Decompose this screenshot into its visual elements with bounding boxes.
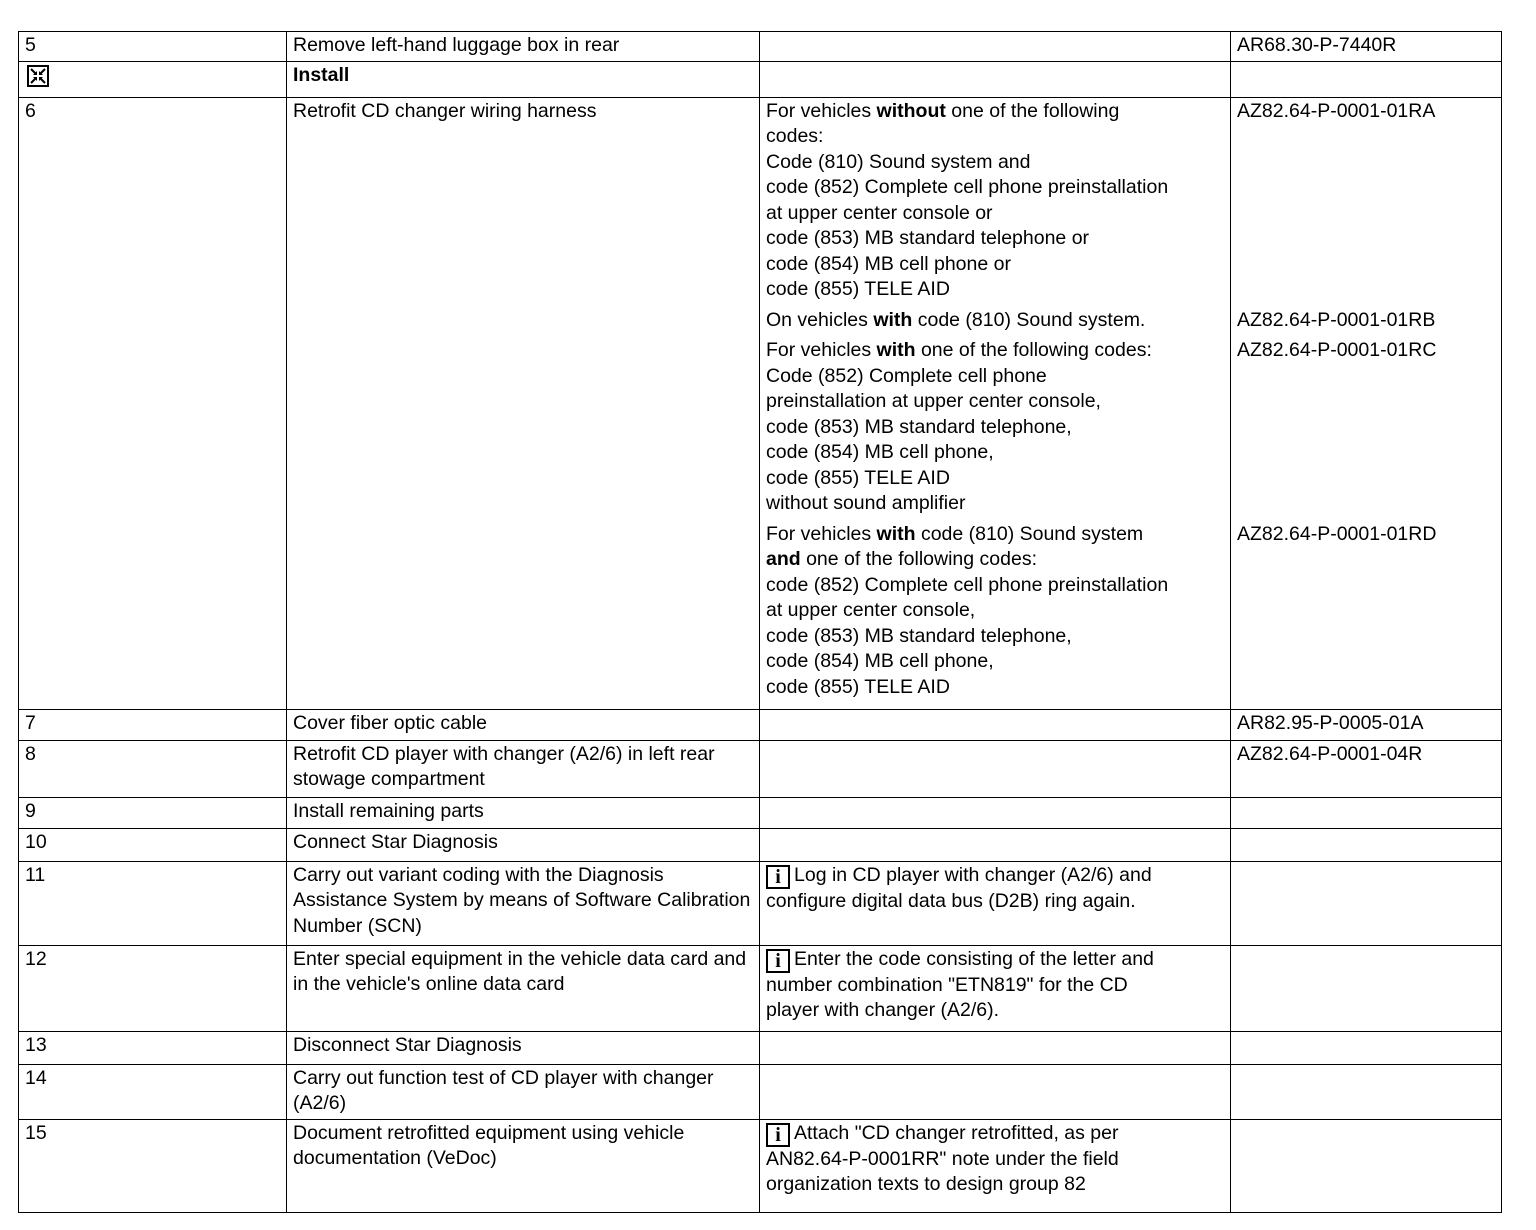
- operation-text: Document retrofitted equipment using vehicle documentation (VeDoc): [293, 1121, 685, 1169]
- note-line: Code (852) Complete cell phone: [766, 364, 1047, 387]
- notes-cell: [760, 709, 1231, 740]
- reference-cell: [1231, 1064, 1502, 1119]
- emphasis-text: with: [873, 308, 913, 331]
- notes-cell: [760, 740, 1231, 797]
- note-block: [766, 308, 1224, 334]
- step-number: 9: [25, 799, 36, 822]
- note-line: at upper center console or: [766, 201, 993, 224]
- table-row: [19, 32, 1502, 62]
- table-row: [19, 740, 1502, 797]
- reference-cell: [1231, 828, 1502, 861]
- work-steps-body: [19, 32, 1502, 1213]
- reference-cell: [1231, 945, 1502, 1031]
- table-row: [19, 861, 1502, 945]
- operation-cell: [287, 1064, 760, 1119]
- notes-cell: [760, 1064, 1231, 1119]
- step-number: 7: [25, 711, 36, 734]
- document-reference: AZ82.64-P-0001-01RD: [1237, 522, 1437, 545]
- reference-cell: [1231, 861, 1502, 945]
- document-reference: AZ82.64-P-0001-01RA: [1237, 99, 1436, 122]
- reference-cell: [1231, 1119, 1502, 1212]
- notes-cell: [760, 97, 1231, 709]
- note-line: On vehicles with code (810) Sound system.: [766, 308, 1146, 331]
- note-line: code (854) MB cell phone or: [766, 252, 1011, 275]
- note-line: i Attach "CD changer retrofitted, as per: [766, 1121, 1224, 1147]
- step-number: 14: [25, 1066, 47, 1089]
- operation-text: Disconnect Star Diagnosis: [293, 1033, 522, 1056]
- notes-cell: [760, 1031, 1231, 1064]
- table-row: [19, 61, 1502, 97]
- note-line: without sound amplifier: [766, 492, 966, 514]
- step-number-cell: [19, 828, 287, 861]
- note-line: Code (810) Sound system and: [766, 150, 1031, 173]
- note-line: i Log in CD player with changer (A2/6) and: [766, 863, 1224, 889]
- step-number-cell: [19, 945, 287, 1031]
- step-number-cell: [19, 1064, 287, 1119]
- step-number: 5: [25, 34, 36, 56]
- step-number: 13: [25, 1033, 47, 1056]
- work-steps-table: [18, 31, 1502, 1213]
- note-line: code (854) MB cell phone,: [766, 650, 994, 672]
- document-reference: AZ82.64-P-0001-04R: [1237, 742, 1423, 765]
- step-number: 10: [25, 830, 47, 853]
- note-line: For vehicles with code (810) Sound system: [766, 522, 1144, 545]
- note-line: code (855) TELE AID: [766, 675, 950, 698]
- notes-cell: [760, 61, 1231, 97]
- note-line: AN82.64-P-0001RR" note under the field: [766, 1147, 1119, 1170]
- step-number: 6: [25, 99, 36, 122]
- reference-cell: [1231, 797, 1502, 828]
- step-number-cell: [19, 32, 287, 62]
- document-reference: AZ82.64-P-0001-01RB: [1237, 308, 1436, 331]
- operation-text: Retrofit CD changer wiring harness: [293, 99, 597, 122]
- note-line: codes:: [766, 125, 824, 147]
- note-line: code (852) Complete cell phone preinstallation: [766, 176, 1169, 198]
- note-block: [766, 338, 1224, 517]
- operation-text: Carry out variant coding with the Diagnosis Assistance System by means of Software Calibration Number (SCN): [293, 863, 751, 937]
- table-row: [19, 709, 1502, 740]
- operation-text: Install remaining parts: [293, 799, 484, 822]
- notes-cell: [760, 828, 1231, 861]
- note-line: and one of the following codes:: [766, 548, 1037, 570]
- notes-cell: [760, 32, 1231, 62]
- document-reference: AZ82.64-P-0001-01RC: [1237, 339, 1437, 361]
- operation-cell: [287, 861, 760, 945]
- operation-text: Remove left-hand luggage box in rear: [293, 34, 620, 56]
- operation-cell: [287, 61, 760, 97]
- step-number-cell: [19, 1031, 287, 1064]
- note-line: number combination "ETN819" for the CD: [766, 973, 1128, 996]
- operation-cell: [287, 1119, 760, 1212]
- info-icon: i: [766, 865, 790, 889]
- note-line: code (853) MB standard telephone or: [766, 227, 1090, 249]
- operation-text: Carry out function test of CD player with changer (A2/6): [293, 1066, 714, 1114]
- table-row: [19, 1031, 1502, 1064]
- note-line: i Enter the code consisting of the letter and: [766, 947, 1224, 973]
- note-line: code (853) MB standard telephone,: [766, 415, 1072, 438]
- note-line: configure digital data bus (D2B) ring again.: [766, 889, 1136, 912]
- note-line: code (855) TELE AID: [766, 278, 950, 300]
- table-row: [19, 828, 1502, 861]
- step-number-cell: [19, 97, 287, 709]
- step-number-cell: [19, 61, 287, 97]
- operation-cell: [287, 740, 760, 797]
- reference-cell: [1231, 740, 1502, 797]
- note-line: preinstallation at upper center console,: [766, 390, 1101, 412]
- step-number-cell: [19, 797, 287, 828]
- note-line: code (854) MB cell phone,: [766, 441, 994, 463]
- reference-cell: [1231, 709, 1502, 740]
- notes-cell: [760, 861, 1231, 945]
- note-block: [766, 522, 1224, 701]
- emphasis-text: without: [876, 99, 946, 122]
- operation-cell: [287, 32, 760, 62]
- document-reference: AR82.95-P-0005-01A: [1237, 711, 1424, 734]
- step-number: 11: [25, 863, 46, 886]
- emphasis-text: and: [766, 548, 801, 570]
- note-block: [766, 99, 1224, 303]
- operation-cell: [287, 709, 760, 740]
- operation-text: Cover fiber optic cable: [293, 711, 488, 734]
- note-line: code (852) Complete cell phone preinstallation: [766, 573, 1169, 596]
- table-row: [19, 1064, 1502, 1119]
- note-line: organization texts to design group 82: [766, 1173, 1086, 1195]
- install-icon: [27, 65, 49, 87]
- reference-cell: [1231, 32, 1502, 62]
- operation-cell: [287, 828, 760, 861]
- operation-text: Retrofit CD player with changer (A2/6) in left rear stowage compartment: [293, 742, 715, 790]
- reference-cell: [1231, 97, 1502, 709]
- emphasis-text: with: [876, 522, 916, 545]
- info-icon: i: [766, 1123, 790, 1147]
- table-row: [19, 1119, 1502, 1212]
- operation-text: Enter special equipment in the vehicle data card and in the vehicle's online data card: [293, 947, 747, 995]
- note-line: For vehicles without one of the following: [766, 99, 1120, 122]
- operation-cell: [287, 97, 760, 709]
- note-line: at upper center console,: [766, 599, 976, 621]
- step-number-cell: [19, 709, 287, 740]
- step-number-cell: [19, 861, 287, 945]
- table-row: [19, 797, 1502, 828]
- note-block: [766, 863, 1224, 915]
- step-number-cell: [19, 1119, 287, 1212]
- document-reference: AR68.30-P-7440R: [1237, 34, 1397, 56]
- step-number: 8: [25, 742, 36, 765]
- note-line: code (853) MB standard telephone,: [766, 624, 1072, 647]
- table-row: [19, 97, 1502, 709]
- operation-text: Install: [293, 63, 350, 86]
- operation-text: Connect Star Diagnosis: [293, 830, 498, 853]
- step-number: 12: [25, 947, 47, 970]
- note-block: [766, 1121, 1224, 1198]
- step-number: 15: [25, 1121, 47, 1144]
- notes-cell: [760, 945, 1231, 1031]
- notes-cell: [760, 797, 1231, 828]
- notes-cell: [760, 1119, 1231, 1212]
- step-number-cell: [19, 740, 287, 797]
- note-line: For vehicles with one of the following codes:: [766, 339, 1152, 361]
- table-row: [19, 945, 1502, 1031]
- reference-cell: [1231, 1031, 1502, 1064]
- info-icon: i: [766, 949, 790, 973]
- operation-cell: [287, 1031, 760, 1064]
- emphasis-text: with: [876, 339, 916, 361]
- operation-cell: [287, 945, 760, 1031]
- reference-cell: [1231, 61, 1502, 97]
- note-line: code (855) TELE AID: [766, 466, 950, 489]
- note-line: player with changer (A2/6).: [766, 999, 1000, 1021]
- operation-cell: [287, 797, 760, 828]
- note-block: [766, 947, 1224, 1024]
